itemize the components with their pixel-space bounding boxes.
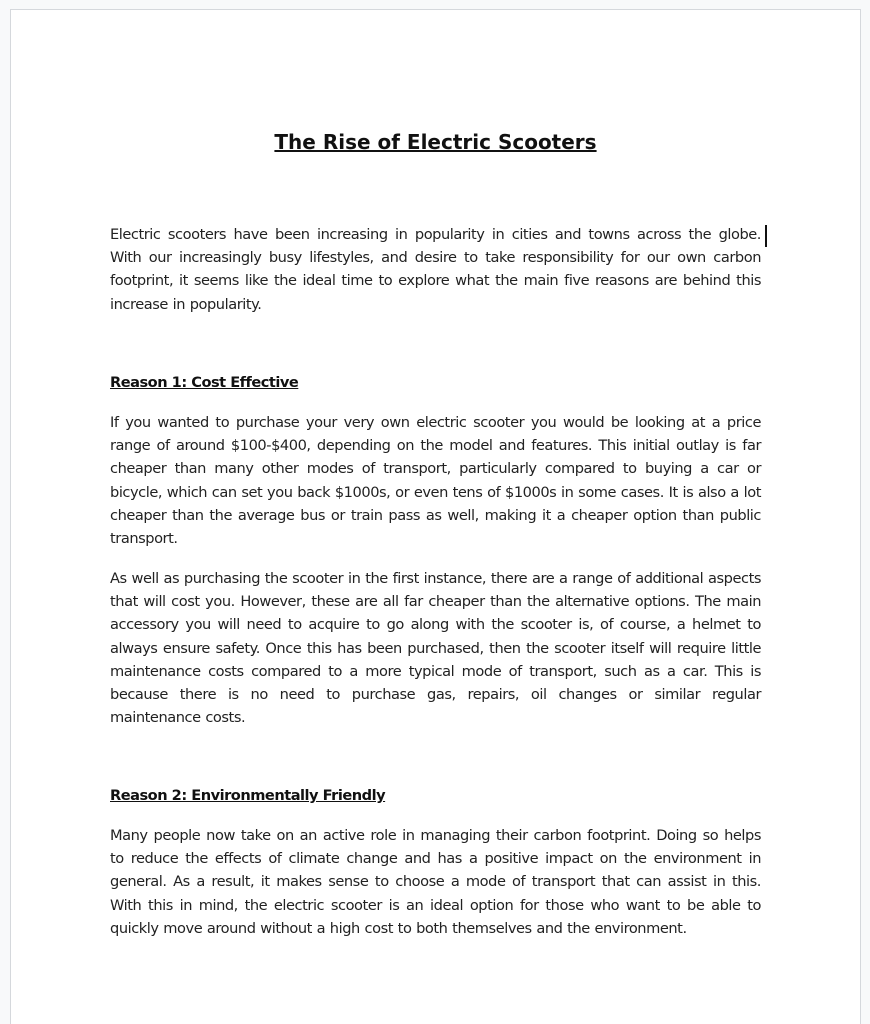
document-page[interactable] xyxy=(10,9,861,1024)
reason-1-paragraph-2[interactable]: As well as purchasing the scooter in the first instance, there are a range of additional aspects that will cost you. However, these are all far cheaper than the alternative options. The main accessory you will need to acquire to go along with the scooter is, of course, a helmet to always ensure safety. Once this has been purchased, then the scooter itself will require little maintenance costs compared to a more typical mode of transport, such as a car. This is because there is no need to purchase gas, repairs, oil changes or similar regular maintenance costs. xyxy=(110,570,761,727)
text-cursor xyxy=(765,225,767,247)
reason-2-paragraph-1[interactable]: Many people now take on an active role in managing their carbon footprint. Doing so helps to reduce the effects of climate change and has a positive impact on the environment in general. As a result, it makes sense to choose a mode of transport that can assist in this. With this in mind, the electric scooter is an ideal option for those who want to be able to quickly move around without a high cost to both themselves and the environment. xyxy=(110,827,761,937)
section-heading-reason-2[interactable]: Reason 2: Environmentally Friendly xyxy=(110,787,386,804)
reason-1-paragraph-1[interactable]: If you wanted to purchase your very own electric scooter you would be looking at a price range of around $100-$400, depending on the model and features. This initial outlay is far cheaper than many other modes of transport, particularly compared to buying a car or bicycle, which can set you back $1000s, or even tens of $1000s in some cases. It is also a lot cheaper than the average bus or train pass as well, making it a cheaper option than public transport. xyxy=(110,414,761,548)
document-title[interactable]: The Rise of Electric Scooters xyxy=(274,130,597,154)
intro-paragraph[interactable]: Electric scooters have been increasing in popularity in cities and towns across the globe. With our increasingly busy lifestyles, and desire to take responsibility for our own carbon footprint, it seems like the ideal time to explore what the main five reasons are behind this increase in popularity. xyxy=(110,226,761,313)
section-heading-reason-1[interactable]: Reason 1: Cost Effective xyxy=(110,374,299,391)
